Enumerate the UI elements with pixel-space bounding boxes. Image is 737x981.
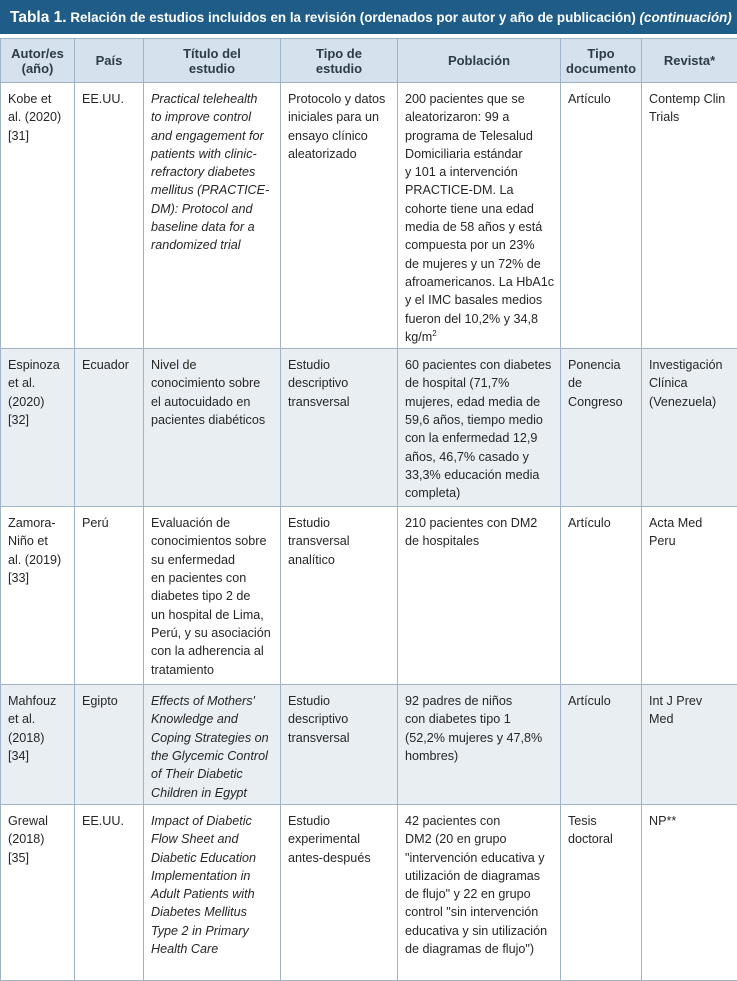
cell-line: de diagramas de flujo") <box>405 940 556 958</box>
cell-line: un hospital de Lima, <box>151 606 276 624</box>
cell-line: media de 58 años y está <box>405 218 556 236</box>
cell-line: transversal <box>288 729 393 747</box>
cell-line: Effects of Mothers' <box>151 692 276 710</box>
cell-line: "intervención educativa y <box>405 849 556 867</box>
cell-line: et al. <box>8 710 70 728</box>
cell-title <box>144 349 281 507</box>
cell-title <box>144 507 281 685</box>
header-country <box>75 39 144 83</box>
cell-country <box>75 83 144 349</box>
cell-line: transversal <box>288 532 393 550</box>
cell-line: cohorte tiene una edad <box>405 200 556 218</box>
cell-population <box>398 349 561 507</box>
cell-line: Ecuador <box>82 356 139 374</box>
cell-line: Protocolo y datos <box>288 90 393 108</box>
cell-line: Estudio <box>288 514 393 532</box>
table-header-row <box>1 39 737 83</box>
studies-table <box>0 38 737 981</box>
cell-line: descriptivo <box>288 710 393 728</box>
cell-doctype <box>561 804 642 980</box>
cell-line: transversal <box>288 393 393 411</box>
cell-line: hombres) <box>405 747 556 765</box>
cell-author <box>1 83 75 349</box>
cell-line: patients with clinic- <box>151 145 276 163</box>
cell-line: Health Care <box>151 940 276 958</box>
header-line: País <box>80 53 138 68</box>
cell-line: aleatorizaron: 99 a <box>405 108 556 126</box>
cell-line: DM): Protocol and <box>151 200 276 218</box>
cell-doctype <box>561 507 642 685</box>
cell-line: aleatorizado <box>288 145 393 163</box>
cell-line: Practical telehealth <box>151 90 276 108</box>
cell-line: refractory diabetes <box>151 163 276 181</box>
header-line: documento <box>566 61 636 76</box>
cell-line: 92 padres de niños <box>405 692 556 710</box>
cell-population <box>398 804 561 980</box>
cell-line: Coping Strategies on <box>151 729 276 747</box>
cell-line: conocimientos sobre <box>151 532 276 550</box>
cell-line: 60 pacientes con diabetes <box>405 356 556 374</box>
cell-line: 33,3% educación media <box>405 466 556 484</box>
cell-line: su enfermedad <box>151 551 276 569</box>
cell-line: Estudio <box>288 812 393 830</box>
cell-line: PRACTICE-DM. La <box>405 181 556 199</box>
cell-line: (2020) <box>8 393 70 411</box>
cell-line: Impact of Diabetic <box>151 812 276 830</box>
cell-line: Med <box>649 710 733 728</box>
cell-line: en pacientes con <box>151 569 276 587</box>
cell-line: Niño et <box>8 532 70 550</box>
cell-line: mujeres, edad media de <box>405 393 556 411</box>
cell-line: of Their Diabetic <box>151 765 276 783</box>
cell-line: Trials <box>649 108 733 126</box>
cell-line: randomized trial <box>151 236 276 254</box>
cell-line: EE.UU. <box>82 812 139 830</box>
cell-line: (52,2% mujeres y 47,8% <box>405 729 556 747</box>
cell-line: ensayo clínico <box>288 127 393 145</box>
cell-line: de hospitales <box>405 532 556 550</box>
header-line: (año) <box>6 61 69 76</box>
header-journal <box>642 39 737 83</box>
cell-line: fueron del 10,2% y 34,8 <box>405 310 556 328</box>
cell-line: Domiciliaria estándar <box>405 145 556 163</box>
cell-line: Peru <box>649 532 733 550</box>
cell-line: al. (2020) <box>8 108 70 126</box>
cell-journal <box>642 507 737 685</box>
table-title-bar <box>0 0 737 34</box>
header-doctype <box>561 39 642 83</box>
cell-line: mellitus (PRACTICE- <box>151 181 276 199</box>
header-line: Población <box>403 53 555 68</box>
cell-line: afroamericanos. La HbA1c <box>405 273 556 291</box>
table-body <box>1 83 737 981</box>
cell-line: tratamiento <box>151 661 276 679</box>
header-line: estudio <box>149 61 275 76</box>
cell-line: NP** <box>649 812 733 830</box>
cell-line: 42 pacientes con <box>405 812 556 830</box>
header-population <box>398 39 561 83</box>
cell-title <box>144 83 281 349</box>
header-line: Tipo <box>566 46 636 61</box>
cell-line: Nivel de <box>151 356 276 374</box>
cell-title <box>144 804 281 980</box>
header-line: Autor/es <box>6 46 69 61</box>
cell-line: Tesis <box>568 812 637 830</box>
cell-title <box>144 685 281 805</box>
cell-author <box>1 804 75 980</box>
cell-doctype <box>561 83 642 349</box>
table-continuation: (continuación) <box>640 10 732 25</box>
header-line: Título del <box>149 46 275 61</box>
cell-author <box>1 349 75 507</box>
cell-line: Clínica <box>649 374 733 392</box>
cell-line: utilización de diagramas <box>405 867 556 885</box>
unit-text: kg/m <box>405 330 432 344</box>
cell-line: pacientes diabéticos <box>151 411 276 429</box>
cell-line: de hospital (71,7% <box>405 374 556 392</box>
cell-line: (2018) <box>8 729 70 747</box>
cell-line: (2018) <box>8 830 70 848</box>
cell-line: [33] <box>8 569 70 587</box>
cell-line: [34] <box>8 747 70 765</box>
cell-line: educativa y sin utilización <box>405 922 556 940</box>
cell-type <box>281 804 398 980</box>
header-line: Tipo de <box>286 46 392 61</box>
cell-line: Investigación <box>649 356 733 374</box>
cell-population <box>398 83 561 349</box>
table-number: Tabla 1. <box>10 9 67 26</box>
cell-journal <box>642 685 737 805</box>
cell-country <box>75 507 144 685</box>
table-row <box>1 804 737 980</box>
cell-type <box>281 685 398 805</box>
cell-line: diabetes tipo 2 de <box>151 587 276 605</box>
cell-line: al. (2019) <box>8 551 70 569</box>
table-row <box>1 685 737 805</box>
cell-line: 210 pacientes con DM2 <box>405 514 556 532</box>
cell-line: Espinoza <box>8 356 70 374</box>
cell-line: 59,6 años, tiempo medio <box>405 411 556 429</box>
cell-line: con la enfermedad 12,9 <box>405 429 556 447</box>
cell-line: et al. <box>8 374 70 392</box>
cell-line: Congreso <box>568 393 637 411</box>
cell-line: control "sin intervención <box>405 903 556 921</box>
cell-line: the Glycemic Control <box>151 747 276 765</box>
cell-line: de mujeres y un 72% de <box>405 255 556 273</box>
cell-line: Adult Patients with <box>151 885 276 903</box>
cell-line: con la adherencia al <box>151 642 276 660</box>
cell-line: doctoral <box>568 830 637 848</box>
cell-line: y el IMC basales medios <box>405 291 556 309</box>
cell-line: Knowledge and <box>151 710 276 728</box>
cell-type <box>281 507 398 685</box>
cell-line: con diabetes tipo 1 <box>405 710 556 728</box>
cell-line: iniciales para un <box>288 108 393 126</box>
header-line: Revista* <box>647 53 732 68</box>
cell-line: años, 46,7% casado y <box>405 448 556 466</box>
cell-line: Flow Sheet and <box>151 830 276 848</box>
cell-line: EE.UU. <box>82 90 139 108</box>
cell-line: Diabetes Mellitus <box>151 903 276 921</box>
cell-line: Mahfouz <box>8 692 70 710</box>
cell-line: experimental <box>288 830 393 848</box>
unit-superscript: 2 <box>432 329 436 338</box>
cell-line: compuesta por un 23% <box>405 236 556 254</box>
cell-line: Grewal <box>8 812 70 830</box>
cell-line: Egipto <box>82 692 139 710</box>
cell-line: DM2 (20 en grupo <box>405 830 556 848</box>
cell-line: el autocuidado en <box>151 393 276 411</box>
cell-type <box>281 349 398 507</box>
cell-line: to improve control <box>151 108 276 126</box>
cell-line: Diabetic Education <box>151 849 276 867</box>
table-row <box>1 349 737 507</box>
cell-line: Contemp Clin <box>649 90 733 108</box>
cell-line: and engagement for <box>151 127 276 145</box>
cell-country <box>75 804 144 980</box>
cell-line: Zamora- <box>8 514 70 532</box>
header-type <box>281 39 398 83</box>
cell-line: Perú <box>82 514 139 532</box>
cell-line: conocimiento sobre <box>151 374 276 392</box>
cell-line: [35] <box>8 849 70 867</box>
cell-line: Implementation in <box>151 867 276 885</box>
cell-line: [31] <box>8 127 70 145</box>
cell-line: 200 pacientes que se <box>405 90 556 108</box>
cell-line: antes-después <box>288 849 393 867</box>
cell-line: Acta Med <box>649 514 733 532</box>
cell-author <box>1 507 75 685</box>
cell-line: Type 2 in Primary <box>151 922 276 940</box>
table-title: Relación de estudios incluidos en la revisión (ordenados por autor y año de publicación) <box>70 10 635 25</box>
cell-country <box>75 685 144 805</box>
cell-line: [32] <box>8 411 70 429</box>
cell-type <box>281 83 398 349</box>
cell-line: y 101 a intervención <box>405 163 556 181</box>
cell-journal <box>642 804 737 980</box>
cell-line: Estudio <box>288 692 393 710</box>
cell-line: de flujo" y 22 en grupo <box>405 885 556 903</box>
cell-line: analítico <box>288 551 393 569</box>
cell-doctype <box>561 685 642 805</box>
header-author <box>1 39 75 83</box>
cell-journal <box>642 349 737 507</box>
cell-line: descriptivo <box>288 374 393 392</box>
cell-line: baseline data for a <box>151 218 276 236</box>
cell-line: completa) <box>405 484 556 502</box>
cell-population <box>398 685 561 805</box>
cell-line: Children in Egypt <box>151 784 276 802</box>
cell-author <box>1 685 75 805</box>
cell-line: Kobe et <box>8 90 70 108</box>
cell-line: Evaluación de <box>151 514 276 532</box>
cell-line: (Venezuela) <box>649 393 733 411</box>
cell-population <box>398 507 561 685</box>
cell-line: Artículo <box>568 692 637 710</box>
cell-line: de <box>568 374 637 392</box>
cell-line: Ponencia <box>568 356 637 374</box>
cell-line: Estudio <box>288 356 393 374</box>
table-row <box>1 507 737 685</box>
cell-line: Int J Prev <box>649 692 733 710</box>
cell-country <box>75 349 144 507</box>
cell-line: programa de Telesalud <box>405 127 556 145</box>
cell-journal <box>642 83 737 349</box>
header-title <box>144 39 281 83</box>
cell-line: Artículo <box>568 90 637 108</box>
header-line: estudio <box>286 61 392 76</box>
cell-line: Perú, y su asociación <box>151 624 276 642</box>
cell-line-unit <box>405 328 556 346</box>
table-row <box>1 83 737 349</box>
cell-doctype <box>561 349 642 507</box>
cell-line: Artículo <box>568 514 637 532</box>
